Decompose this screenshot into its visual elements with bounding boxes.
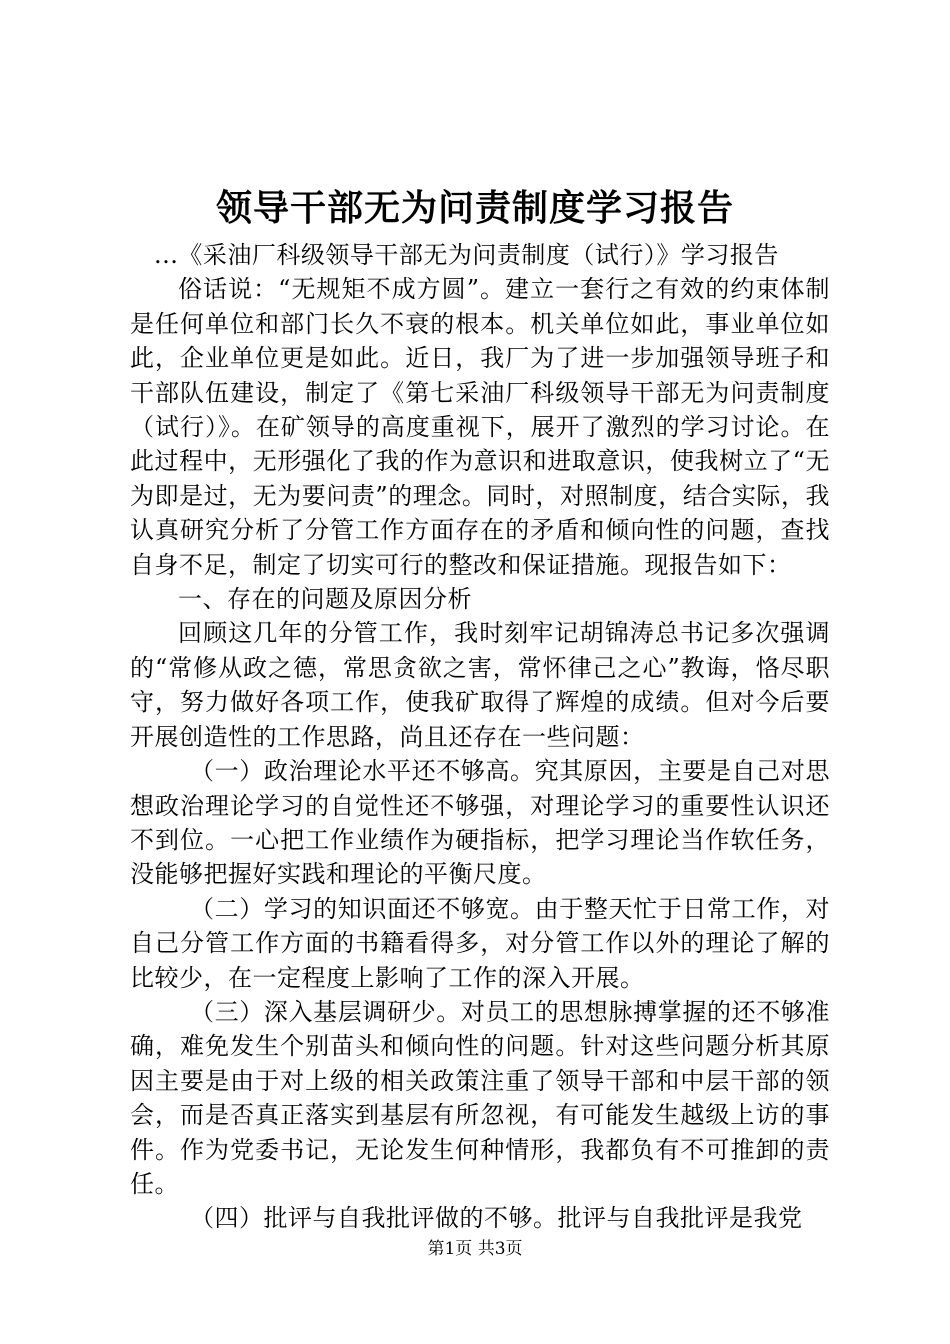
- document-body: [130, 238, 830, 1236]
- paragraph-item-2: （二）学习的知识面还不够宽。由于整天忙于日常工作，对自己分管工作方面的书籍看得多，对分管工作以外的理论了解的比较少，在一定程度上影响了工作的深入开展。: [130, 894, 830, 992]
- paragraph-subtitle: ...《采油厂科级领导干部无为问责制度（试行）》学习报告: [154, 241, 779, 269]
- document-title: 领导干部无为问责制度学习报告: [215, 187, 734, 229]
- section-heading: 一、存在的问题及原因分析: [178, 585, 472, 614]
- paragraph-item-4: （四）批评与自我批评做的不够。批评与自我批评是我党: [190, 1204, 803, 1233]
- paragraph-review: 回顾这几年的分管工作，我时刻牢记胡锦涛总书记多次强调的“常修从政之德，常思贪欲之害，常怀律己之心”教诲，恪尽职守，努力做好各项工作，使我矿取得了辉煌的成绩。但对今后要开展创造性的工作思路，尚且还存在一些问题：: [130, 619, 830, 751]
- page-number: 第1页 共3页: [427, 1239, 523, 1259]
- paragraph-intro: 俗话说：“无规矩不成方圆”。建立一套行之有效的约束体制是任何单位和部门长久不衰的根本。机关单位如此，事业单位如此，企业单位更是如此。近日，我厂为了进一步加强领导班子和干部队伍建设，制定了《第七采油厂科级领导干部无为问责制度（试行）》。在矿领导的高度重视下，展开了激烈的学习讨论。在此过程中，无形强化了我的作为意识和进取意识，使我树立了“无为即是过，无为要问责”的理念。同时，对照制度，结合实际，我认真研究分析了分管工作方面存在的矛盾和倾向性的问题，查找自身不足，制定了切实可行的整改和保证措施。现报告如下：: [130, 275, 830, 579]
- paragraph-item-3: （三）深入基层调研少。对员工的思想脉搏掌握的还不够准确，难免发生个别苗头和倾向性的问题。针对这些问题分析其原因主要是由于对上级的相关政策注重了领导干部和中层干部的领会，而是否真正落实到基层有所忽视，有可能发生越级上访的事件。作为党委书记，无论发生何种情形，我都负有不可推卸的责任。: [130, 997, 830, 1198]
- paragraph-item-1: （一）政治理论水平还不够高。究其原因，主要是自己对思想政治理论学习的自觉性还不够强，对理论学习的重要性认识还不到位。一心把工作业绩作为硬指标，把学习理论当作软任务，没能够把握好实践和理论的平衡尺度。: [130, 757, 830, 889]
